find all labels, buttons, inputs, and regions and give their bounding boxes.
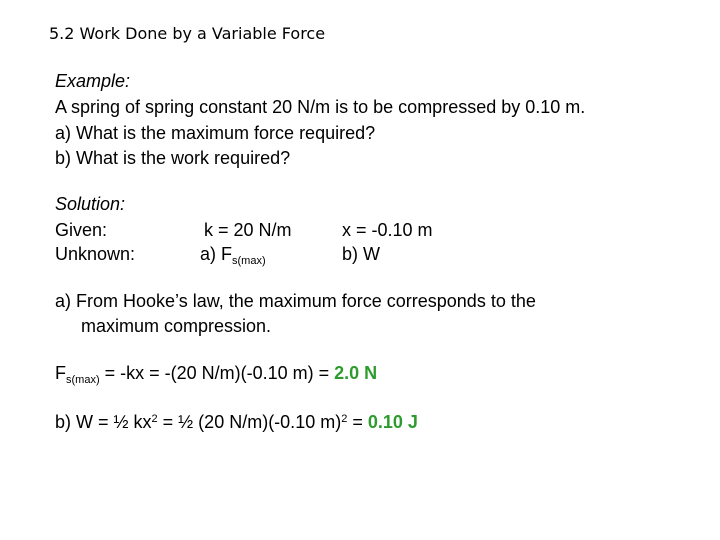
part-a-line-1: a) From Hooke’s law, the maximum force corresponds to the [55,291,536,311]
work-part-1: b) W = ½ kx [55,412,152,432]
given-label: Given: [55,220,108,240]
unknown-a [200,243,266,272]
work-part-3: = [347,412,368,432]
work-exponent-1: 2 [151,413,158,425]
force-body: = -kx = -(20 N/m)(-0.10 m) = [99,363,335,383]
unknown-label: Unknown: [55,244,136,264]
force-lhs-subscript: s(max) [66,374,100,386]
work-answer: 0.10 J [367,412,418,432]
work-exponent-2: 2 [341,413,348,425]
question-a: a) What is the maximum force required? [55,123,376,143]
force-equation [55,362,377,391]
slide-title: 5.2 Work Done by a Variable Force [49,24,326,43]
unknown-a-prefix: a) F [200,244,233,264]
force-lhs: F [55,363,66,383]
solution-heading: Solution: [55,194,126,214]
example-statement: A spring of spring constant 20 N/m is to be compressed by 0.10 m. [55,97,586,117]
given-x: x = -0.10 m [342,220,433,240]
work-equation [55,408,418,433]
force-answer: 2.0 N [334,363,378,383]
given-k: k = 20 N/m [204,220,292,240]
work-part-2: = ½ (20 N/m)(-0.10 m) [157,412,342,432]
example-heading: Example: [55,71,131,91]
unknown-b: b) W [342,244,380,264]
part-a-line-2: maximum compression. [81,316,272,336]
unknown-a-subscript: s(max) [232,255,266,267]
question-b: b) What is the work required? [55,148,291,168]
